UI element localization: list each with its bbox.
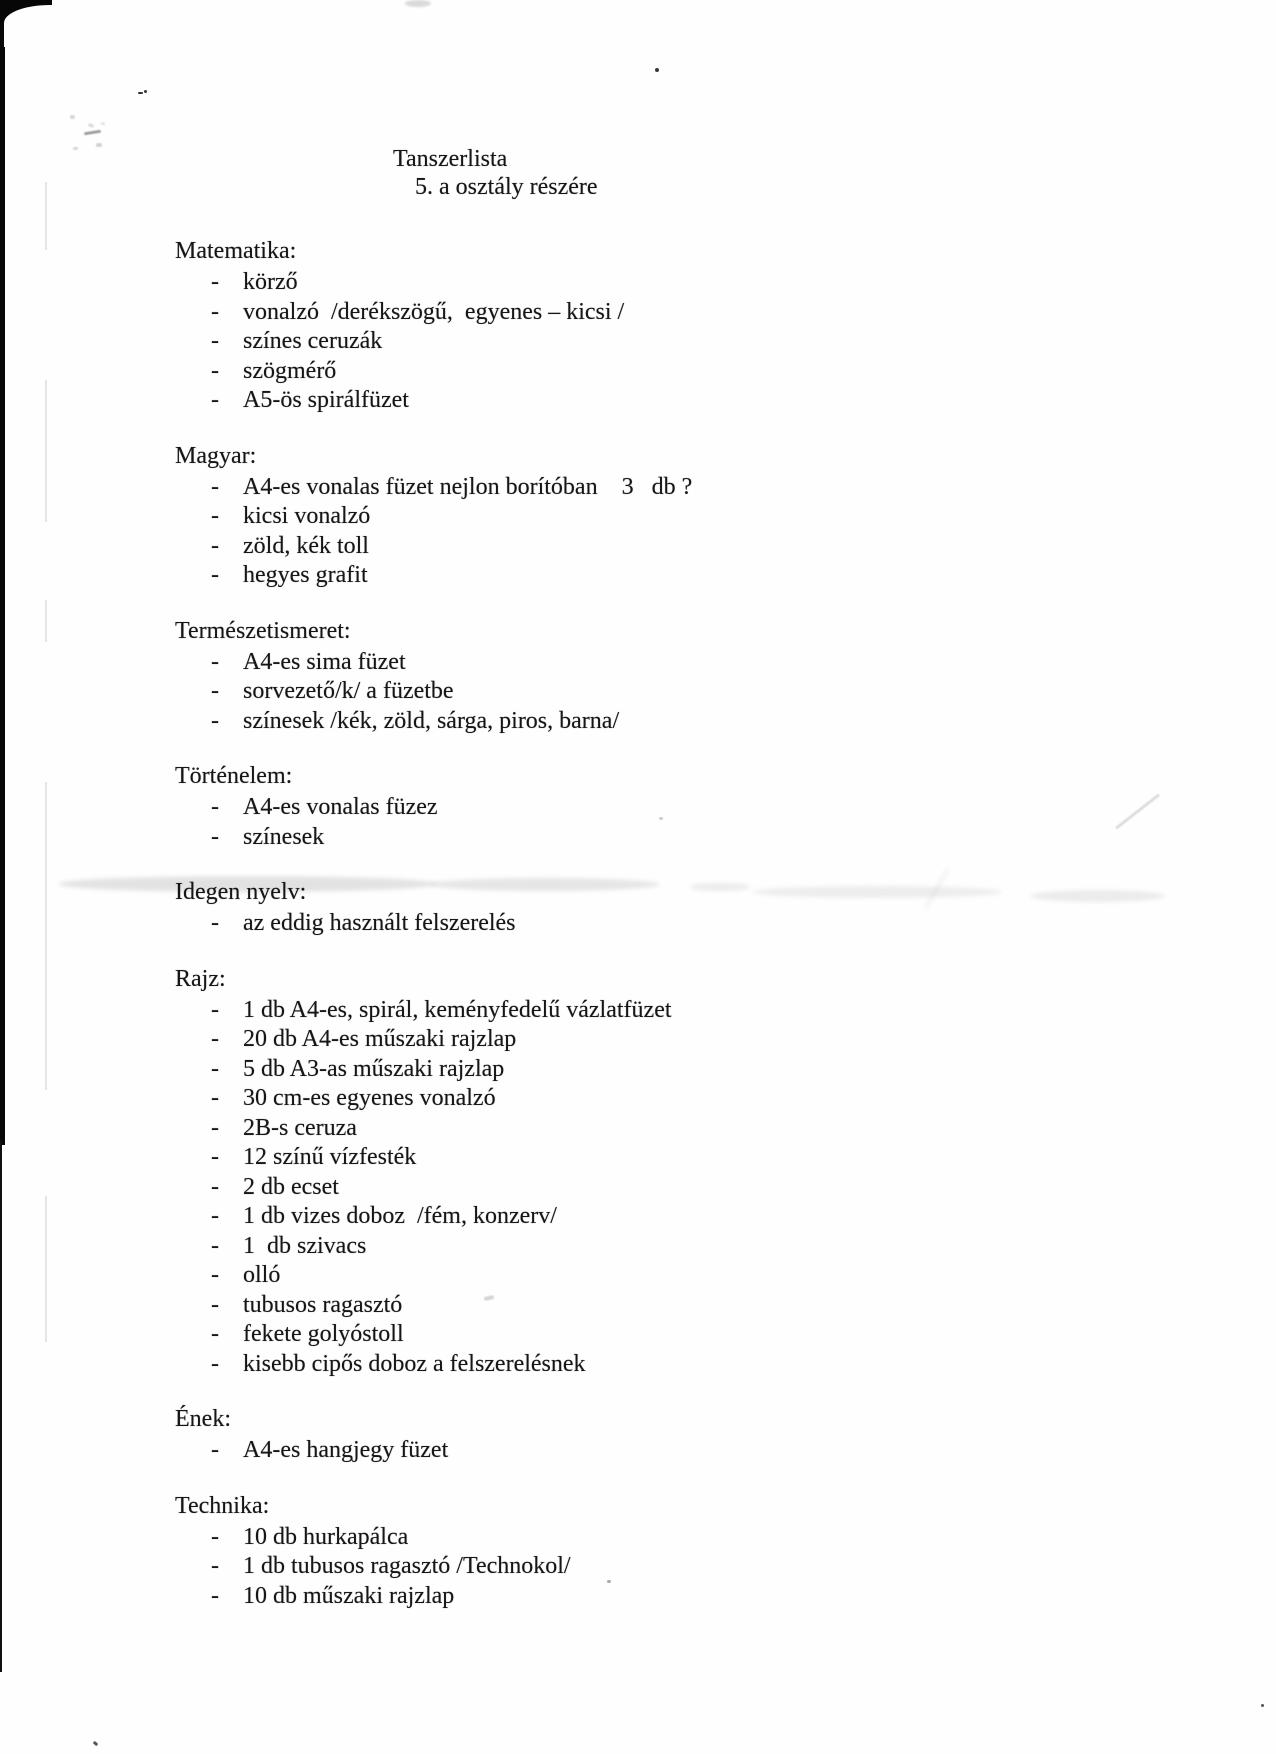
- bullet-dash: -: [211, 1321, 219, 1347]
- pencil-mark: [101, 122, 105, 125]
- item-text: A4-es vonalas füzet nejlon borítóban 3 db ?: [243, 473, 693, 500]
- list-item: [175, 502, 1135, 532]
- list-item: [175, 677, 1135, 707]
- section-items: [175, 909, 1135, 939]
- item-text: fekete golyóstoll: [243, 1321, 404, 1347]
- pencil-mark: [73, 147, 78, 150]
- item-text: 2B-s ceruza: [243, 1114, 357, 1141]
- section-items: [175, 648, 1135, 737]
- item-text: az eddig használt felszerelés: [243, 910, 516, 936]
- item-text: 1 db vizes doboz /fém, konzerv/: [243, 1203, 557, 1229]
- list-item: [175, 1084, 1135, 1114]
- item-text: kisebb cipős doboz a felszerelésnek: [243, 1350, 586, 1377]
- bullet-dash: -: [211, 328, 219, 354]
- section-items: [175, 996, 1135, 1380]
- bullet-dash: -: [211, 298, 219, 325]
- subject-section: [175, 1404, 1135, 1466]
- smudge-top-edge: [405, 0, 431, 7]
- item-text: színes ceruzák: [243, 328, 383, 354]
- list-item: [175, 707, 1135, 737]
- section-items: [175, 793, 1135, 852]
- list-item: [175, 357, 1135, 387]
- bullet-dash: -: [211, 1203, 219, 1229]
- item-text: 30 cm-es egyenes vonalzó: [243, 1085, 496, 1111]
- scan-line-artifact: [45, 380, 47, 522]
- document-subtitle: 5. a osztály részére: [415, 174, 598, 200]
- bullet-dash: -: [211, 1055, 219, 1082]
- bullet-dash: -: [211, 823, 219, 850]
- list-item: [175, 1173, 1135, 1203]
- section-heading: Idegen nyelv:: [175, 879, 307, 905]
- bullet-dash: -: [211, 1085, 219, 1111]
- bullet-dash: -: [211, 1523, 219, 1550]
- list-item: [175, 1552, 1135, 1582]
- list-item: [175, 561, 1135, 591]
- item-text: körző: [243, 269, 298, 295]
- bullet-dash: -: [211, 357, 219, 384]
- list-item: [175, 823, 1135, 853]
- item-text: 10 db hurkapálca: [243, 1523, 409, 1550]
- item-text: 1 db A4-es, spirál, keményfedelű vázlatfüzet: [243, 996, 672, 1023]
- list-item: [175, 793, 1135, 823]
- pencil-mark: [84, 130, 101, 136]
- list-item: [175, 909, 1135, 939]
- item-text: A4-es vonalas füzez: [243, 794, 438, 820]
- scan-line-artifact: [45, 182, 47, 250]
- item-text: 1 db szivacs: [243, 1232, 367, 1259]
- item-text: 5 db A3-as műszaki rajzlap: [243, 1055, 505, 1082]
- section-heading: Történelem:: [175, 763, 293, 789]
- item-text: szögmérő: [243, 357, 337, 384]
- list-item: [175, 268, 1135, 298]
- bullet-dash: -: [211, 707, 219, 734]
- list-item: [175, 996, 1135, 1026]
- list-item: [175, 1143, 1135, 1173]
- section-items: [175, 473, 1135, 591]
- list-item: [175, 1436, 1135, 1466]
- item-text: hegyes grafit: [243, 562, 368, 588]
- ink-speck: [144, 90, 147, 93]
- list-item: [175, 1232, 1135, 1262]
- section-items: [175, 1523, 1135, 1612]
- ink-speck: [655, 68, 659, 72]
- bullet-dash: -: [211, 1114, 219, 1141]
- supply-list: [175, 236, 1135, 1636]
- scan-edge-left: [0, 0, 5, 1145]
- list-item: [175, 327, 1135, 357]
- list-item: [175, 298, 1135, 328]
- section-heading: Ének:: [175, 1406, 231, 1432]
- scan-line-artifact: [45, 1196, 47, 1342]
- item-text: A4-es sima füzet: [243, 648, 406, 675]
- ink-speck: [1261, 1704, 1264, 1707]
- bullet-dash: -: [211, 387, 219, 413]
- subject-section: [175, 441, 1135, 591]
- bullet-dash: -: [211, 1026, 219, 1052]
- section-items: [175, 1436, 1135, 1466]
- list-item: [175, 1025, 1135, 1055]
- bullet-dash: -: [211, 794, 219, 820]
- item-text: 12 színű vízfesték: [243, 1144, 417, 1170]
- bullet-dash: -: [211, 1350, 219, 1377]
- list-item: [175, 1261, 1135, 1291]
- scan-line-artifact: [45, 600, 47, 642]
- section-heading: Rajz:: [175, 965, 226, 992]
- list-item: [175, 1202, 1135, 1232]
- list-item: [175, 386, 1135, 416]
- bullet-dash: -: [211, 1582, 219, 1609]
- bullet-dash: -: [211, 562, 219, 588]
- item-text: 1 db tubusos ragasztó /Technokol/: [243, 1553, 571, 1579]
- subject-section: [175, 616, 1135, 737]
- list-item: [175, 532, 1135, 562]
- bullet-dash: -: [211, 503, 219, 529]
- bullet-dash: -: [211, 996, 219, 1023]
- bullet-dash: -: [211, 1173, 219, 1200]
- item-text: 2 db ecset: [243, 1173, 339, 1200]
- list-item: [175, 1523, 1135, 1553]
- item-text: kicsi vonalzó: [243, 503, 371, 529]
- list-item: [175, 1114, 1135, 1144]
- list-item: [175, 1350, 1135, 1380]
- bullet-dash: -: [211, 473, 219, 500]
- item-text: színesek: [243, 823, 325, 850]
- pencil-mark: [96, 143, 102, 147]
- bullet-dash: -: [211, 1437, 219, 1463]
- bullet-dash: -: [211, 1262, 219, 1288]
- list-item: [175, 1582, 1135, 1612]
- subject-section: [175, 877, 1135, 939]
- subject-section: [175, 761, 1135, 852]
- list-item: [175, 473, 1135, 503]
- item-text: színesek /kék, zöld, sárga, piros, barna/: [243, 707, 620, 734]
- document-title: Tanszerlista: [393, 146, 508, 172]
- scan-edge-left-thin: [0, 1140, 2, 1672]
- bullet-dash: -: [211, 910, 219, 936]
- ink-speck: [93, 1741, 99, 1747]
- item-text: A4-es hangjegy füzet: [243, 1437, 449, 1463]
- subject-section: [175, 1491, 1135, 1612]
- list-item: [175, 1055, 1135, 1085]
- item-text: tubusos ragasztó: [243, 1291, 403, 1318]
- item-text: zöld, kék toll: [243, 532, 369, 559]
- item-text: vonalzó /derékszögű, egyenes – kicsi /: [243, 298, 625, 325]
- list-item: [175, 648, 1135, 678]
- list-item: [175, 1320, 1135, 1350]
- section-heading: Matematika:: [175, 238, 297, 264]
- section-heading: Természetismeret:: [175, 617, 351, 644]
- subject-section: [175, 964, 1135, 1380]
- item-text: 10 db műszaki rajzlap: [243, 1582, 455, 1609]
- item-text: 20 db A4-es műszaki rajzlap: [243, 1026, 517, 1052]
- pencil-mark: [70, 115, 75, 119]
- bullet-dash: -: [211, 648, 219, 675]
- item-text: olló: [243, 1262, 281, 1288]
- item-text: sorvezető/k/ a füzetbe: [243, 678, 454, 704]
- page-rounded-corner: [4, 5, 76, 47]
- list-item: [175, 1291, 1135, 1321]
- bullet-dash: -: [211, 269, 219, 295]
- bullet-dash: -: [211, 1291, 219, 1318]
- bullet-dash: -: [211, 1232, 219, 1259]
- bullet-dash: -: [211, 678, 219, 704]
- scan-line-artifact: [45, 782, 47, 1090]
- subject-section: [175, 236, 1135, 416]
- bullet-dash: -: [211, 532, 219, 559]
- item-text: A5-ös spirálfüzet: [243, 387, 409, 413]
- bullet-dash: -: [211, 1144, 219, 1170]
- bullet-dash: -: [211, 1553, 219, 1579]
- pencil-mark: [88, 123, 95, 128]
- section-heading: Magyar:: [175, 442, 257, 469]
- section-items: [175, 268, 1135, 416]
- ink-speck: [138, 92, 143, 94]
- section-heading: Technika:: [175, 1492, 270, 1519]
